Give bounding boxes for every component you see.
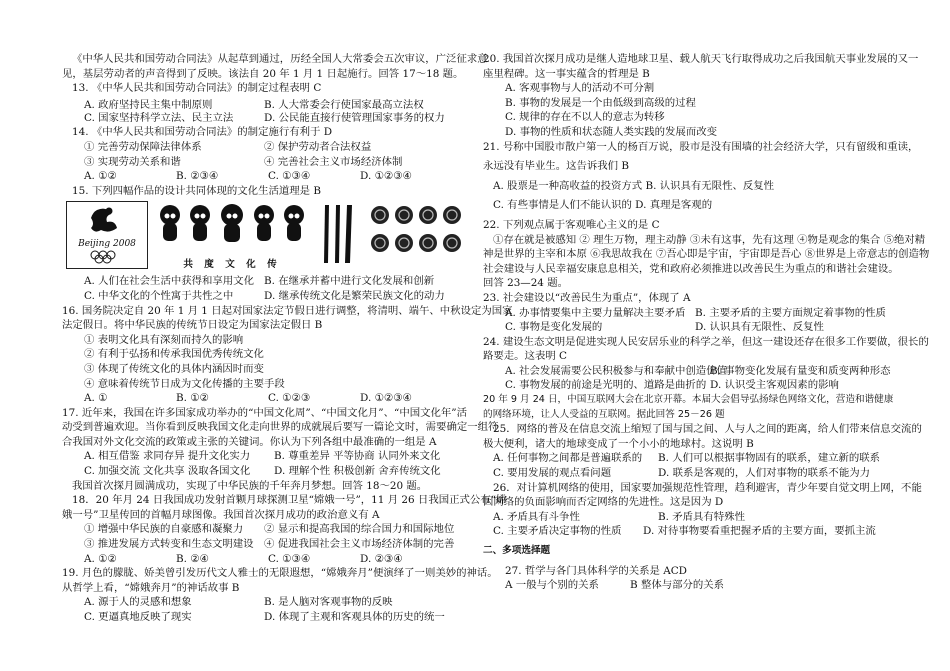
option-b: B. 事物变化发展有量变和质变两种形态 — [710, 364, 891, 377]
medal-icons — [368, 201, 473, 267]
question-23-stem: 23. 社会建设以“改善民生为重点”，体现了 A — [483, 291, 691, 304]
olympic-logo-image — [66, 201, 148, 269]
question-14-choices-row — [62, 155, 467, 170]
option-b: B 整体与部分的关系 — [630, 579, 725, 592]
question-26-stem: 26．对计算机网络的使用，国家要加强规范性管理，趋利避害，青少年要自觉文明上网，不能 — [493, 481, 922, 494]
option-d: D. 理解个性 积极创新 舍弃传统文化 — [274, 465, 441, 478]
option-a: A. 源于人的灵感和想象 — [84, 596, 192, 609]
question-18-stem: 娥一号”卫星传回的首幅月球图像。我国首次探月成功的政治意义有 A — [62, 508, 380, 521]
question-16-stem: 法定假日。将中华民族的传统节日设定为国家法定假日 B — [62, 319, 323, 332]
option-d: D. ②③④ — [360, 552, 403, 565]
question-23-options-row — [483, 320, 898, 335]
mascot-figures-icon — [152, 201, 312, 251]
option-b: B. 人们可以根据事物固有的联系，建立新的联系 — [658, 452, 881, 465]
question-26-stem: 因网络的负面影响而否定网络的先进性。这是因为 D — [483, 496, 724, 509]
question-24-options-row — [483, 364, 898, 379]
question-15-artworks — [66, 201, 467, 271]
question-19-stem: 从哲学上看，“嫦娥奔月”的神话故事 B — [62, 581, 240, 594]
option-c: C. ①③④ — [268, 552, 311, 565]
option-a: A. 任何事物之间都是普遍联系的 — [493, 452, 643, 465]
section-heading-multiple-choice: 二、多项选择题 — [483, 545, 551, 556]
option-a: A 一般与个别的关系 — [505, 579, 599, 592]
question-21-options-ab: A. 股票是一种高收益的投资方式 B. 认识具有无限性、反复性 — [493, 179, 775, 192]
question-25-stem: 25．网络的普及在信息交流上缩短了国与国之间、人与人之间的距离，给人们带来信息交流的 — [493, 423, 922, 436]
question-15-stem: 15. 下列四幅作品的设计共同体现的文化生活道理是 B — [72, 184, 321, 197]
question-21-stem: 21. 号称中国股市散户第一人的杨百万说，股市是没有围墙的社会经济大学，只有留级和重读， — [483, 140, 919, 153]
choice-4: ④ 意味着传统节日成为文化传播的主要手段 — [84, 377, 285, 390]
option-c: C. ①②③ — [268, 392, 311, 405]
option-c: C. 规律的存在不以人的意志为转移 — [505, 111, 665, 124]
option-a: A. 办事情要集中主要力量解决主要矛盾 — [505, 306, 686, 319]
question-23-options-row — [483, 306, 898, 321]
choice-3: ③ 实现劳动关系和谐 — [84, 155, 181, 168]
question-22-body: 神是世界的主宰和本原 ⑥我思故我在 ⑦吾心即是宇宙，宇宙即是吾心 ⑧世界是上帝意志的创造物 — [483, 248, 930, 261]
choice-1: ① 完善劳动保障法律体系 — [84, 140, 202, 153]
option-a: A. 客观事物与人的活动不可分割 — [505, 82, 655, 95]
question-14-options-row — [62, 169, 467, 184]
question-17-stem: 合我国对外文化交流的政策或主张的关键词。你认为下列各组中最准确的一组是 A — [62, 435, 437, 448]
choice-4: ④ 完善社会主义市场经济体制 — [264, 155, 403, 168]
choice-4: ④ 促进我国社会主义市场经济体制的完善 — [264, 538, 455, 551]
logo-text: Beijing 2008 — [78, 239, 136, 250]
option-b: B. ②④ — [176, 552, 209, 565]
question-20-stem: 座里程碑。这一事实蕴含的哲理是 B — [483, 67, 650, 80]
mascot-caption: 共 度 文 化 传 — [183, 259, 281, 271]
option-c: C. 中华文化的个性寓于共性之中 — [84, 289, 234, 302]
option-a: A. 政府坚持民主集中制原则 — [84, 98, 213, 111]
brush-strokes-icon — [319, 201, 359, 267]
question-18-choices-row — [62, 522, 467, 537]
option-d: D. 公民能直接行使管理国家事务的权力 — [264, 111, 445, 124]
question-27-stem: 27. 哲学与各门具体科学的关系是 ACD — [505, 564, 687, 577]
passage-18-intro: 我国首次探月圆满成功，实现了中华民族的千年奔月梦想。回答 18～20 题。 — [72, 479, 428, 492]
option-b: B. 是人脑对客观事物的反映 — [264, 596, 393, 609]
option-d: D. ①②③④ — [360, 392, 412, 405]
left-column — [62, 52, 513, 625]
option-a: A. 矛盾具有斗争性 — [493, 510, 580, 523]
option-b: B. ②③④ — [176, 170, 219, 183]
question-16-stem: 16. 国务院决定自 20 年 1 月 1 日起对国家法定节假日进行调整，将清明、端午、中秋设定为国家 — [62, 304, 513, 317]
question-22-stem: 22. 下列观点属于客观唯心主义的是 C — [483, 218, 660, 231]
question-18-choices-row — [62, 537, 467, 552]
choice-2: ② 有利于弘扬和传承我国优秀传统文化 — [84, 348, 264, 361]
option-d: D. 体现了主观和客观具体的历史的统一 — [264, 611, 445, 623]
choice-1: ① 表明文化具有深刻而持久的影响 — [84, 333, 244, 346]
option-c: C. 加强交流 文化共享 汲取各国文化 — [84, 465, 251, 478]
choice-2: ② 显示和提高我国的综合国力和国际地位 — [264, 523, 455, 536]
fuwa-mascots-image — [152, 201, 312, 271]
question-15-options-row — [62, 274, 467, 289]
question-26-options-row — [483, 524, 898, 539]
question-24-stem: 路要走。这表明 C — [483, 350, 567, 363]
option-a: A. 相互借鉴 求同存异 提升文化实力 — [84, 450, 251, 463]
medals-image — [368, 201, 473, 267]
question-17-stem: 动受到普遍欢迎。当你看到反映我国文化走向世界的成就展后要写一篇论文时，需要确定一组符 — [62, 421, 499, 434]
passage-intro-line: 《中华人民共和国劳动合同法》从起草到通过，历经全国人大常委会五次审议，广泛征求意 — [72, 53, 488, 65]
passage-23-intro: 回答 23—24 题。 — [483, 277, 569, 290]
question-24-stem: 24. 建设生态文明是促进实现人民安居乐业的科学之举，但这一建设还存在很多工作要做，很长的 — [483, 335, 929, 348]
option-c: C. 事物是变化发展的 — [505, 321, 603, 334]
question-19-options-row — [62, 610, 467, 625]
question-17-options-row — [62, 464, 467, 479]
question-20-stem: 20. 我国首次探月成功是继人造地球卫星、载人航天飞行取得成功之后我国航天事业发展的又一 — [483, 53, 919, 65]
option-a: A. ① — [84, 392, 108, 405]
question-19-stem: 19. 月色的朦胧、娇美曾引发历代文人雅士的无限遐想，“嫦娥奔月”便演绎了一则美妙的神话。 — [62, 567, 498, 580]
question-16-options-row — [62, 391, 467, 406]
option-b: B. ①② — [176, 392, 209, 405]
question-27-options-row — [483, 578, 898, 593]
option-a: A. 社会发展需要公民积极参与和奉献中创造价值 — [505, 364, 727, 377]
question-14-stem: 14. 《中华人民共和国劳动合同法》的制定施行有利于 D — [72, 126, 333, 139]
question-21-stem: 永远没有毕业生。这告诉我们 B — [483, 160, 630, 173]
option-c: C. 更逼真地反映了现实 — [84, 611, 192, 623]
question-17-stem: 17. 近年来，我国在许多国家成功举办的“中国文化周”、“中国文化月”、“中国文化年”活 — [62, 406, 467, 419]
option-a: A. ①② — [84, 170, 117, 183]
choice-2: ② 保护劳动者合法权益 — [264, 140, 372, 153]
option-d: D. 联系是客观的，人们对事物的联系不能为力 — [658, 467, 870, 480]
option-d: D. 继承传统文化是繁荣民族文化的动力 — [264, 289, 445, 302]
question-14-choices-row — [62, 140, 467, 155]
option-d: D. 事物的性质和状态随人类实践的发展而改变 — [505, 125, 717, 138]
right-column — [483, 52, 930, 593]
choice-3: ③ 推进发展方式转变和生态文明建设 — [84, 538, 254, 551]
question-26-options-row — [483, 510, 898, 525]
option-c: C. 国家坚持科学立法、民主立法 — [84, 111, 234, 124]
option-a: A. 人们在社会生活中获得和享用文化 — [84, 275, 254, 288]
passage-25-intro: 的网络环境，让人人受益的互联网。据此回答 25－26 题 — [483, 408, 725, 420]
question-24-options-row — [483, 378, 898, 393]
question-25-options-row — [483, 451, 898, 466]
question-18-stem: 18．20 年月 24 日我国成功发射首颗月球探测卫星“嫦娥一号”，11 月 26 日我国正式公布“嫦 — [72, 494, 507, 507]
choice-1: ① 增强中华民族的自豪感和凝聚力 — [84, 523, 244, 536]
question-17-options-row — [62, 449, 467, 464]
question-25-options-row — [483, 466, 898, 481]
option-b: B. 在继承并蓄中进行文化发展和创新 — [264, 275, 435, 288]
question-13-stem: 13. 《中华人民共和国劳动合同法》的制定过程表明 C — [72, 82, 322, 95]
question-15-options-row — [62, 289, 467, 304]
passage-intro-line: 见，基层劳动者的声音得到了反映。该法自 20 年 1 月 1 日起施行。回答 17～18 题。 — [62, 67, 464, 80]
option-c: C. 主要矛盾决定事物的性质 — [493, 525, 622, 538]
option-b: B. 尊重差异 平等协商 认同外来文化 — [274, 450, 441, 463]
question-18-options-row — [62, 552, 467, 567]
option-b: B. 矛盾具有特殊性 — [658, 510, 745, 523]
option-d: D. ①②③④ — [360, 170, 412, 183]
calligraphy-strokes-image — [319, 201, 359, 267]
option-b: B. 事物的发展是一个由低级到高级的过程 — [505, 96, 696, 109]
option-a: A. ①② — [84, 552, 117, 565]
question-21-options-cd: C. 有些事情是人们不能认识的 D. 真理是客观的 — [493, 199, 713, 212]
choice-3: ③ 体现了传统文化的具体内涵因时而变 — [84, 362, 264, 375]
option-d: D. 认识具有无限性、反复性 — [695, 321, 824, 334]
passage-25-intro: 20 年 9 月 24 日，中国互联网大会在北京开幕。本届大会倡导弘扬绿色网络文化，营造和谐健康 — [483, 394, 894, 406]
option-c: C. 要用发展的观点看问题 — [493, 467, 612, 480]
question-22-body: ①存在就是被感知 ② 理生万物，理主动静 ③未有这事，先有这理 ④物是观念的集合 ⑤绝对精 — [493, 233, 926, 246]
question-13-options-row — [62, 111, 467, 126]
passage-23-intro: 社会建设与人民幸福安康息息相关，党和政府必须推进以改善民生为重点的和谐社会建设。 — [483, 262, 899, 275]
question-19-options-row — [62, 595, 467, 610]
question-25-stem: 极大便利，诸大的地球变成了一个小小的地球村。这说明 B — [483, 437, 754, 450]
option-c: C. ①③④ — [268, 170, 311, 183]
option-d: D. 对待事物要看重把握矛盾的主要方面，要抓主流 — [643, 525, 876, 538]
option-c: C. 事物发展的前途是光明的、道路是曲折的 — [505, 379, 707, 392]
option-b: B. 人大常委会行使国家最高立法权 — [264, 98, 424, 111]
question-13-options-row — [62, 96, 467, 111]
option-b: B. 主要矛盾的主要方面规定着事物的性质 — [695, 306, 886, 319]
option-d: D. 认识受主客观因素的影响 — [710, 379, 839, 392]
beijing-emblem-icon — [67, 202, 147, 268]
